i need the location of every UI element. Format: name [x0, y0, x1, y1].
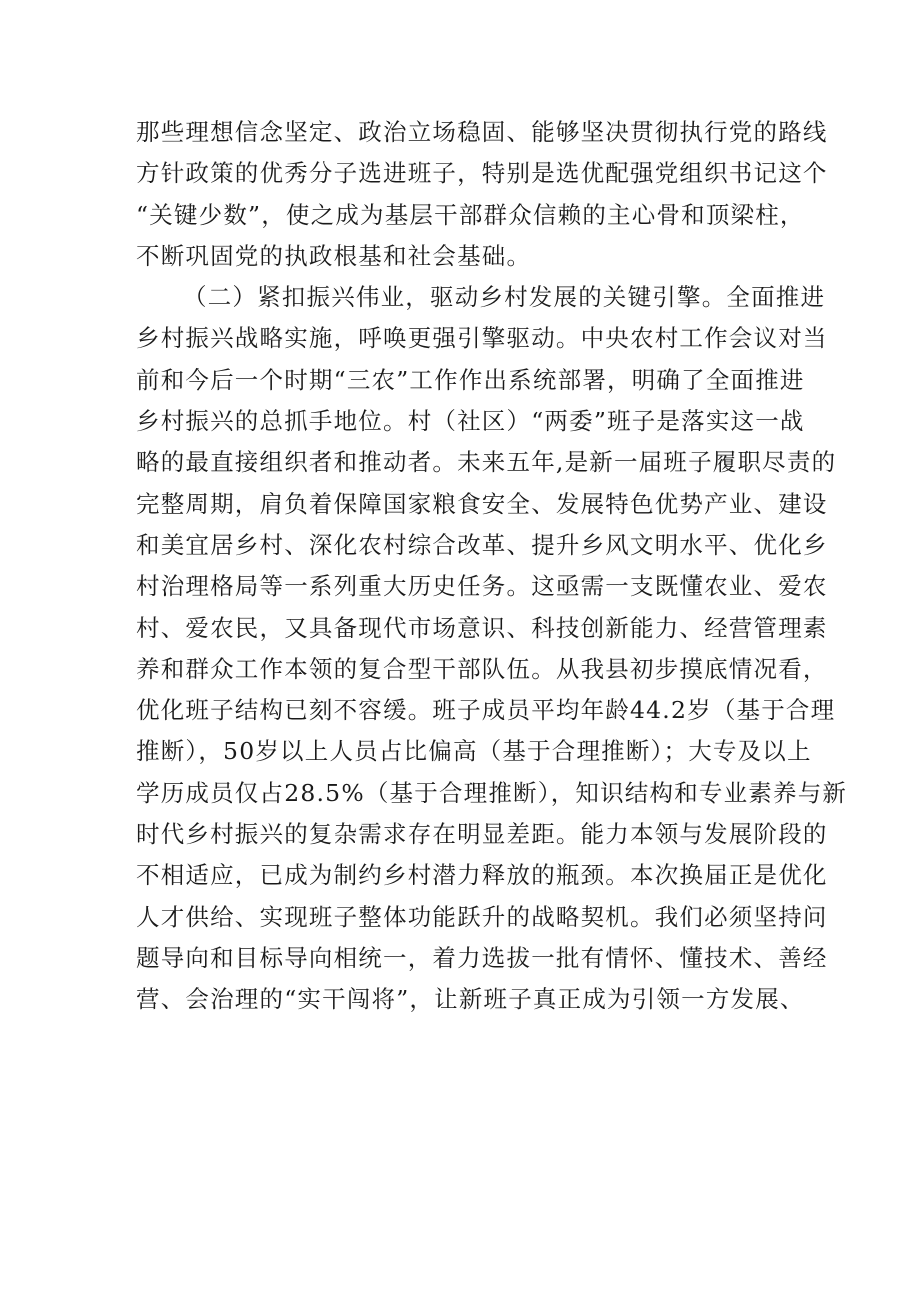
text-line: 不相适应，已成为制约乡村潜力释放的瓶颈。本次换届正是优化 — [136, 861, 828, 890]
paragraph — [136, 112, 828, 277]
text-line: “关键少数”，使之成为基层干部群众信赖的主心骨和顶梁柱， — [136, 200, 805, 229]
text-line: 前和今后一个时期“三农”工作作出系统部署，明确了全面推进 — [136, 365, 805, 394]
text-line: 学历成员仅占28.5%（基于合理推断），知识结构和专业素养与新 — [136, 778, 848, 807]
text-line: 推断），50岁以上人员占比偏高（基于合理推断）；大专及以上 — [136, 737, 812, 766]
text-line: 人才供给、实现班子整体功能跃升的战略契机。我们必须坚持问 — [136, 902, 828, 931]
text-line: 那些理想信念坚定、政治立场稳固、能够坚决贯彻执行党的路线 — [136, 118, 828, 146]
text-line: 和美宜居乡村、深化农村综合改革、提升乡风文明水平、优化乡 — [136, 530, 828, 559]
text-line: 养和群众工作本领的复合型干部队伍。从我县初步摸底情况看， — [136, 654, 828, 683]
text-line: 营、会治理的“实干闯将”，让新班子真正成为引领一方发展、 — [136, 985, 805, 1014]
text-line: 完整周期，肩负着保障国家粮食安全、发展特色优势产业、建设 — [136, 489, 828, 518]
text-line: （二）紧扣振兴伟业，驱动乡村发展的关键引擎。全面推进 — [183, 283, 826, 312]
text-line: 村治理格局等一系列重大历史任务。这亟需一支既懂农业、爱农 — [136, 572, 828, 601]
text-line: 不断巩固党的执政根基和社会基础。 — [136, 241, 532, 270]
text-line: 优化班子结构已刻不容缓。班子成员平均年龄44.2岁（基于合理 — [136, 696, 836, 725]
text-line: 方针政策的优秀分子选进班子，特别是选优配强党组织书记这个 — [136, 159, 828, 188]
paragraph — [136, 277, 848, 1020]
text-line: 时代乡村振兴的复杂需求存在明显差距。能力本领与发展阶段的 — [136, 820, 828, 849]
text-line: 乡村振兴的总抓手地位。村（社区）“两委”班子是落实这一战 — [136, 407, 805, 436]
text-line: 略的最直接组织者和推动者。未来五年,是新一届班子履职尽责的 — [136, 448, 837, 477]
text-line: 乡村振兴战略实施，呼唤更强引擎驱动。中央农村工作会议对当 — [136, 324, 828, 353]
body-text — [136, 112, 848, 1021]
text-line: 村、爱农民，又具备现代市场意识、科技创新能力、经营管理素 — [136, 613, 828, 642]
text-line: 题导向和目标导向相统一，着力选拔一批有情怀、懂技术、善经 — [136, 943, 828, 972]
